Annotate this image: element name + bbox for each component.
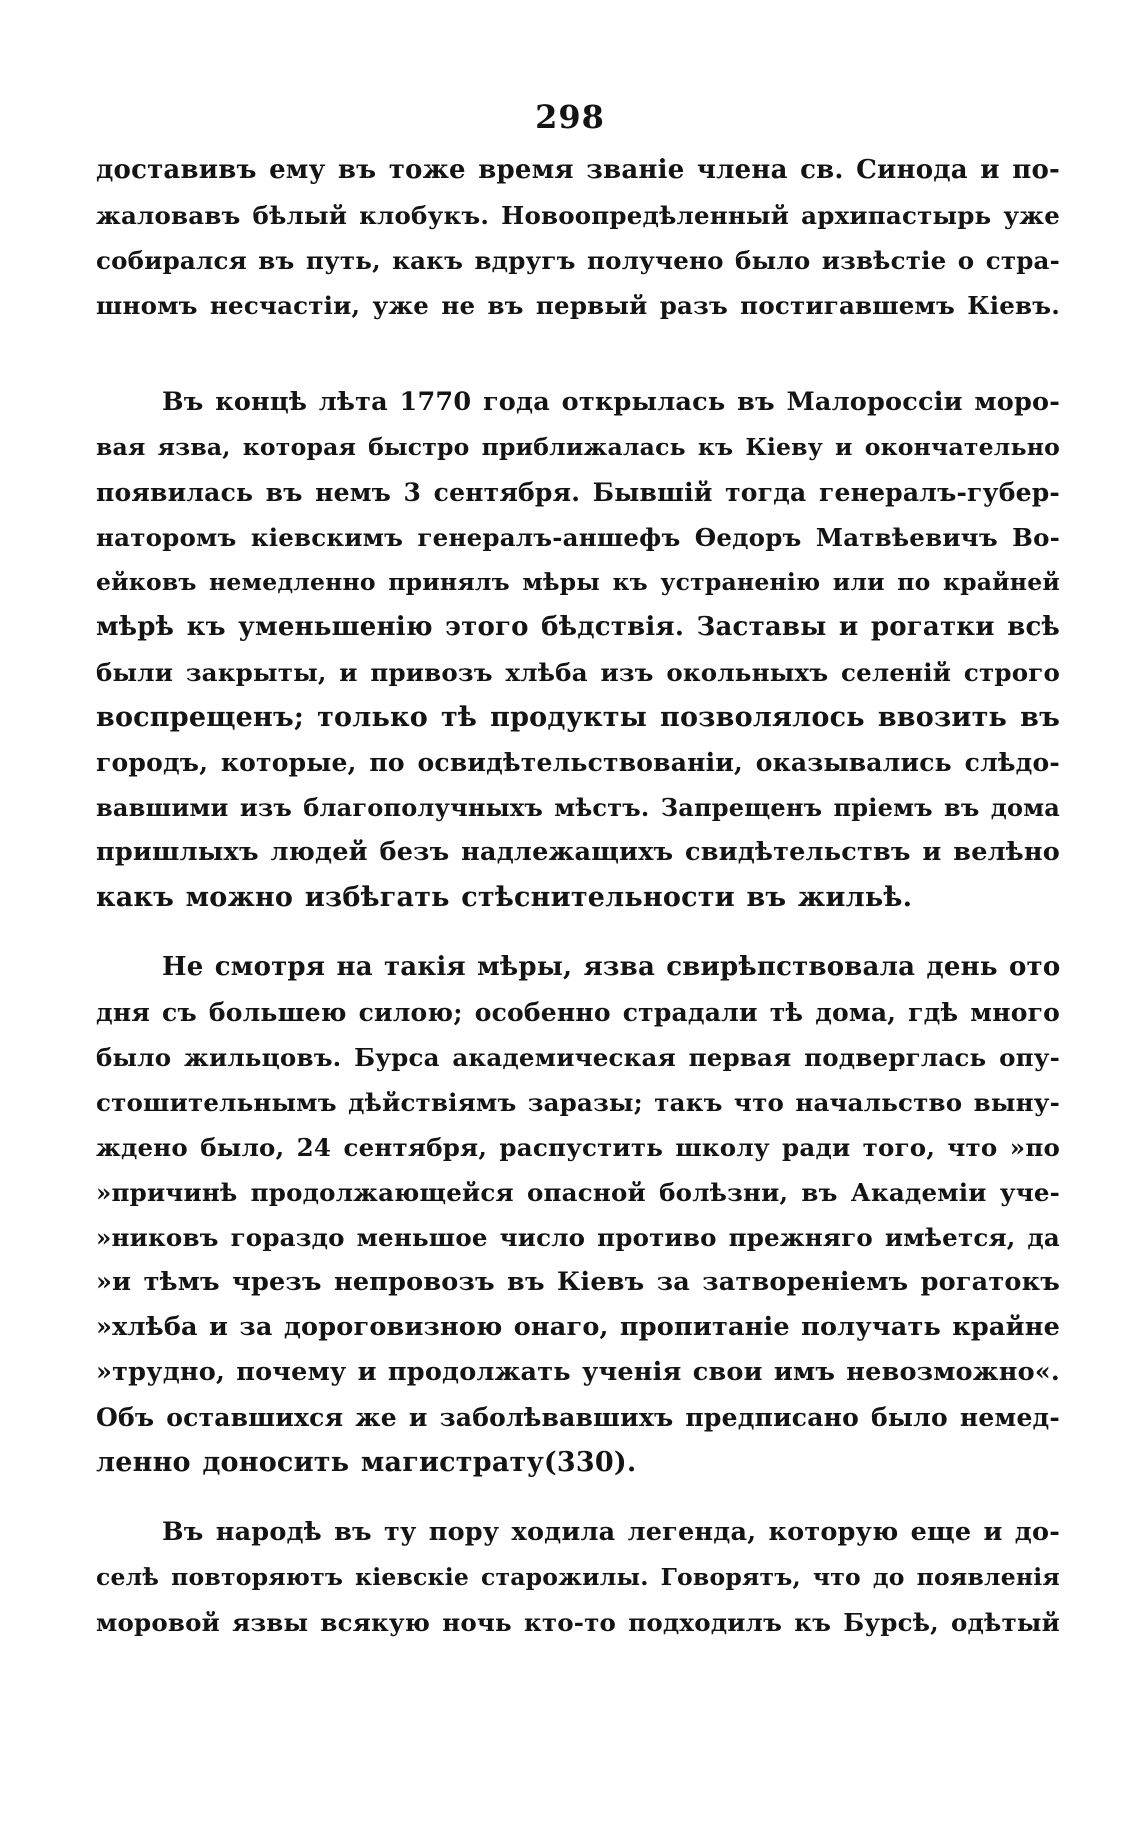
paragraph-4	[96, 1510, 1060, 1645]
text-line: были закрыты, и привозъ хлѣба изъ окольныхъ селеній строго	[96, 658, 1060, 687]
text-line: »трудно, почему и продолжать ученія свои имъ невозможно«.	[96, 1357, 1060, 1387]
text-line: ленно доносить магистрату(330).	[96, 1447, 637, 1478]
paragraph-1	[96, 148, 1060, 328]
text-line: наторомъ кіевскимъ генералъ-аншефъ Ѳедоръ Матвѣевичъ Во-	[96, 523, 1060, 552]
text-line: пришлыхъ людей безъ надлежащихъ свидѣтельствъ и велѣно	[96, 837, 1060, 867]
text-line: дня съ большею силою; особенно страдали тѣ дома, гдѣ много	[96, 998, 1060, 1027]
text-line: Въ народѣ въ ту пору ходила легенда, которую еще и до-	[162, 1517, 1060, 1547]
text-line: доставивъ ему въ тоже время званіе члена св. Синода и по-	[96, 155, 1060, 185]
text-line: вавшими изъ благополучныхъ мѣстъ. Запрещенъ пріемъ въ дома	[96, 793, 1060, 822]
text-line: городъ, которые, по освидѣтельствованіи, оказывались слѣдо-	[96, 748, 1060, 777]
text-line: стошительнымъ дѣйствіямъ заразы; такъ что начальство выну-	[96, 1088, 1060, 1117]
text-line: »причинѣ продолжающейся опасной болѣзни, въ Академіи уче-	[96, 1178, 1060, 1207]
text-line: Не смотря на такія мѣры, язва свирѣпствовала день ото	[162, 952, 1061, 982]
text-line: »никовъ гораздо меньшое число противо прежняго имѣется, да	[96, 1223, 1060, 1252]
text-line: ждено было, 24 сентября, распустить школу ради того, что »по	[96, 1133, 1060, 1162]
text-line: собирался въ путь, какъ вдругъ получено было извѣстіе о стра-	[96, 246, 1060, 275]
text-line: мѣрѣ къ уменьшенію этого бѣдствія. Заставы и рогатки всѣ	[96, 612, 1060, 642]
text-line: какъ можно избѣгать стѣснительности въ жильѣ.	[96, 882, 913, 913]
text-line: »и тѣмъ чрезъ непровозъ въ Кіевъ за затвореніемъ рогатокъ	[96, 1267, 1060, 1297]
page-number: 298	[535, 98, 605, 136]
text-line: »хлѣба и за дороговизною онаго, пропитаніе получать крайне	[96, 1312, 1060, 1342]
text-line: воспрещенъ; только тѣ продукты позволялось ввозить въ	[96, 702, 1060, 733]
text-line: ейковъ немедленно принялъ мѣры къ устраненію или по крайней	[96, 568, 1060, 596]
text-line: появилась въ немъ 3 сентября. Бывшій тогда генералъ-губер-	[96, 478, 1060, 507]
text-line: было жильцовъ. Бурса академическая первая подверглась опу-	[96, 1043, 1060, 1072]
text-line: шномъ несчастіи, уже не въ первый разъ постигавшемъ Кіевъ.	[96, 291, 1060, 320]
text-line: жаловавъ бѣлый клобукъ. Новоопредѣленный архипастырь уже	[96, 201, 1060, 230]
text-line: селѣ повторяютъ кіевскіе старожилы. Говорятъ, что до появленія	[96, 1563, 1060, 1591]
paragraph-2	[96, 380, 1060, 920]
text-line: Объ оставшихся же и заболѣвавшихъ предписано было немед-	[96, 1403, 1060, 1432]
paragraph-3	[96, 945, 1060, 1485]
text-line: вая язва, которая быстро приближалась къ Кіеву и окончательно	[96, 433, 1060, 461]
text-line: моровой язвы всякую ночь кто-то подходилъ къ Бурсѣ, одѣтый	[96, 1608, 1060, 1637]
text-line: Въ концѣ лѣта 1770 года открылась въ Малороссіи моро-	[162, 387, 1060, 417]
